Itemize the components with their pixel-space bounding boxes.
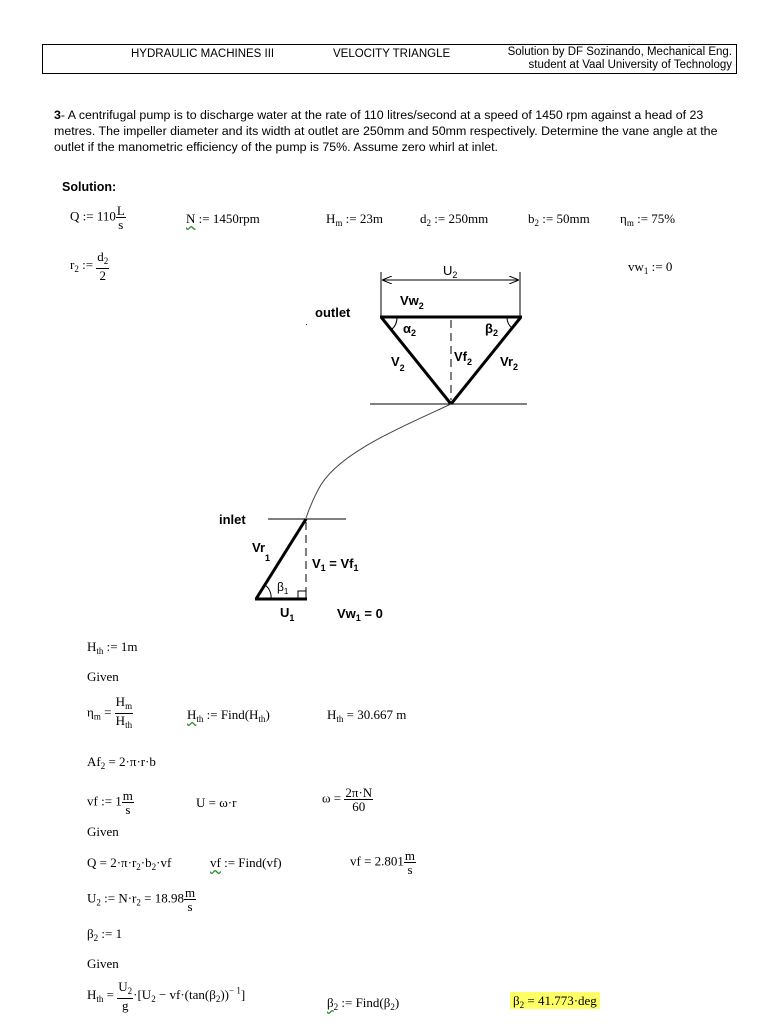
vf-result-unit: [404, 849, 416, 876]
author-line-1: Solution by DF Sozinando, Mechanical Eng.: [507, 46, 732, 58]
author-line-2: student at Vaal University of Technology: [528, 59, 732, 71]
given-vw1: $vw_1$ := 0: [628, 259, 673, 276]
alpha2-label: $\alpha_2$: [403, 321, 417, 338]
beta2-label: $\beta_2$: [485, 321, 498, 338]
r2-den: 2: [99, 268, 107, 283]
beta2-find-var: $\beta_2$: [327, 995, 339, 1012]
outlet-label: outlet: [315, 305, 351, 320]
omega-num: 2π·N: [345, 785, 373, 800]
given-1: Given: [87, 669, 119, 684]
course-title: HYDRAULIC MACHINES III: [131, 48, 275, 60]
vr2-label: $Vr_2$: [500, 354, 519, 372]
b2-value: 50mm: [556, 211, 590, 226]
alpha2-arc: [391, 317, 397, 330]
problem-number: 3: [54, 108, 61, 122]
u2-unit: [184, 886, 196, 913]
u-equation: U = ω·r: [196, 795, 237, 810]
vw1-var: vw: [628, 259, 644, 274]
hth-find-var: $H_{th}$: [187, 707, 204, 724]
beta2-init-value: := 1: [98, 926, 123, 941]
eta-equation: $\eta_m$ = $\frac{H_m}{H_{th}}$: [87, 694, 133, 730]
hth-find-call: Find(H: [220, 707, 259, 722]
r2-num: $d_2$: [96, 250, 109, 269]
q-equation: $Q = 2\cdot\pi\cdot r_2\cdot b_2\cdot vf$: [87, 855, 172, 872]
r2-num-var: d: [97, 249, 104, 264]
given-d2: $d_2$ := 250mm: [420, 211, 489, 228]
vf-result-value: vf = 2.801: [350, 853, 404, 869]
beta2-result: [510, 993, 600, 1010]
vf-find-call: := Find(vf): [220, 855, 282, 870]
vf-unit-num: m: [122, 788, 133, 803]
vf-initial: [87, 789, 134, 816]
hth-eq-fraction: [117, 980, 133, 1012]
vf2-label: $Vf_2$: [454, 349, 473, 367]
omega-den: 60: [352, 799, 366, 814]
given-2: Given: [87, 824, 119, 839]
area-equation: $Af_2 = 2\cdot\pi\cdot r\cdot b$: [87, 754, 156, 771]
vf-result-unit-num: m: [404, 848, 416, 863]
q-unit-den: s: [118, 217, 124, 232]
u2-eq-rhs: := N·r: [100, 890, 137, 906]
u1-label: $U_1$: [280, 605, 295, 623]
hth-eq-exponent: − 1: [229, 985, 241, 996]
vf-find: [210, 855, 282, 871]
given-r2: $r_2$ := $\frac{d_2}{2}$: [70, 249, 109, 283]
u2-unit-num: m: [184, 885, 196, 900]
omega-lhs: ω =: [322, 790, 342, 806]
q-eq-lhs: Q = 2·π·r: [87, 855, 137, 870]
beta1-label: $\beta_1$: [277, 580, 289, 596]
eta-value: 75%: [651, 211, 676, 226]
vf-find-var: vf: [210, 855, 221, 870]
solution-label: Solution:: [62, 180, 117, 194]
vf-init-value: vf := 1: [87, 793, 122, 809]
given-hm: $H_m$ := 23m: [326, 211, 383, 228]
omega-fraction: [344, 786, 373, 813]
beta1-arc: [265, 585, 271, 599]
v1-eq-label: $V_1 = Vf_1$: [312, 556, 359, 573]
given-eta: $\eta_m$ := 75%: [620, 211, 676, 228]
hth-eq-part1: ·[U: [133, 986, 152, 1002]
given-3: Given: [87, 956, 119, 971]
vf-result-unit-den: s: [407, 862, 413, 877]
hth-equation: $H_{th}$ = $\frac{U_2}{g}$ $\cdot[U_2 - vf\cdot(\tan(\beta_2))^{- 1}]$: [87, 979, 246, 1013]
hth-eq-part2: − vf·(tan(β: [155, 986, 216, 1002]
hth-eq-den: g: [121, 998, 129, 1013]
vr1-label: $Vr_1$: [252, 540, 271, 563]
n-value: := 1450rpm: [195, 211, 260, 226]
beta2-initial: $\beta_2$ := 1: [87, 926, 123, 943]
vw2-label: $Vw_2$: [400, 293, 424, 311]
n-var: N: [186, 211, 196, 226]
area-rhs: = 2·π·r·b: [105, 754, 156, 769]
eta-den: $H_{th}$: [115, 713, 133, 730]
u2-label: $U_2$: [443, 263, 458, 280]
given-b2: $b_2$ := 50mm: [528, 211, 590, 228]
hth-find: $H_{th}$ := $Find(H_{th})$: [187, 707, 270, 724]
hth-eq-num: $U_2$: [117, 980, 133, 999]
q-value: Q := 110: [70, 208, 116, 224]
eta-num: $H_m$: [115, 695, 133, 714]
inlet-label: inlet: [219, 512, 246, 527]
beta2-find: $\beta_2$ := $Find(\beta_2)$: [327, 995, 400, 1012]
v2-label: $V_2$: [391, 354, 405, 373]
vf-unit-den: s: [125, 802, 131, 817]
beta2-arc: [507, 317, 512, 328]
hth-result-value: 30.667 m: [357, 707, 407, 722]
vw1-zero-label: $Vw_1 = 0$: [337, 606, 383, 623]
u2-equation: $U_2$ := $N\cdot r_2 = 18.98$ $\frac{m}{s}$: [87, 885, 196, 914]
hth-initial: $H_{th}$ := 1m: [87, 639, 138, 656]
problem-text: - A centrifugal pump is to discharge water at the rate of 110 litres/second at a speed of 1450 rpm against a head of 23 metres. The impeller diameter and its width at outlet are 250mm and 50mm respectively. Determine the vane angle at the outlet if the manometric efficiency of the pump is 75%. Assume zero whirl at inlet.: [54, 108, 718, 154]
d2-value: 250mm: [448, 211, 489, 226]
vane-curve: [306, 404, 451, 518]
q-unit-num: L: [116, 203, 125, 218]
beta2-result-highlight: $\beta_2 = 41.773\cdot deg$: [510, 992, 600, 1009]
hm-value: 23m: [359, 211, 383, 226]
hth-result: $H_{th} = 30.667$ m: [327, 707, 407, 724]
u2-unit-den: s: [187, 899, 193, 914]
beta2-find-call: := Find(β: [338, 995, 391, 1010]
omega-equation: [322, 786, 373, 813]
vw1-value: := 0: [648, 259, 673, 274]
hth-eq-part3: )): [220, 986, 230, 1002]
u2-result: = 18.98: [140, 890, 184, 906]
vf-result: [350, 849, 416, 876]
eta-fraction: [115, 695, 133, 732]
vf-unit: [122, 789, 134, 816]
topic-title: VELOCITY TRIANGLE: [333, 48, 451, 60]
hth-init-value: 1m: [120, 639, 138, 654]
stray-dot: ·: [305, 319, 308, 329]
beta2-result-value: = 41.773·deg: [524, 993, 597, 1008]
